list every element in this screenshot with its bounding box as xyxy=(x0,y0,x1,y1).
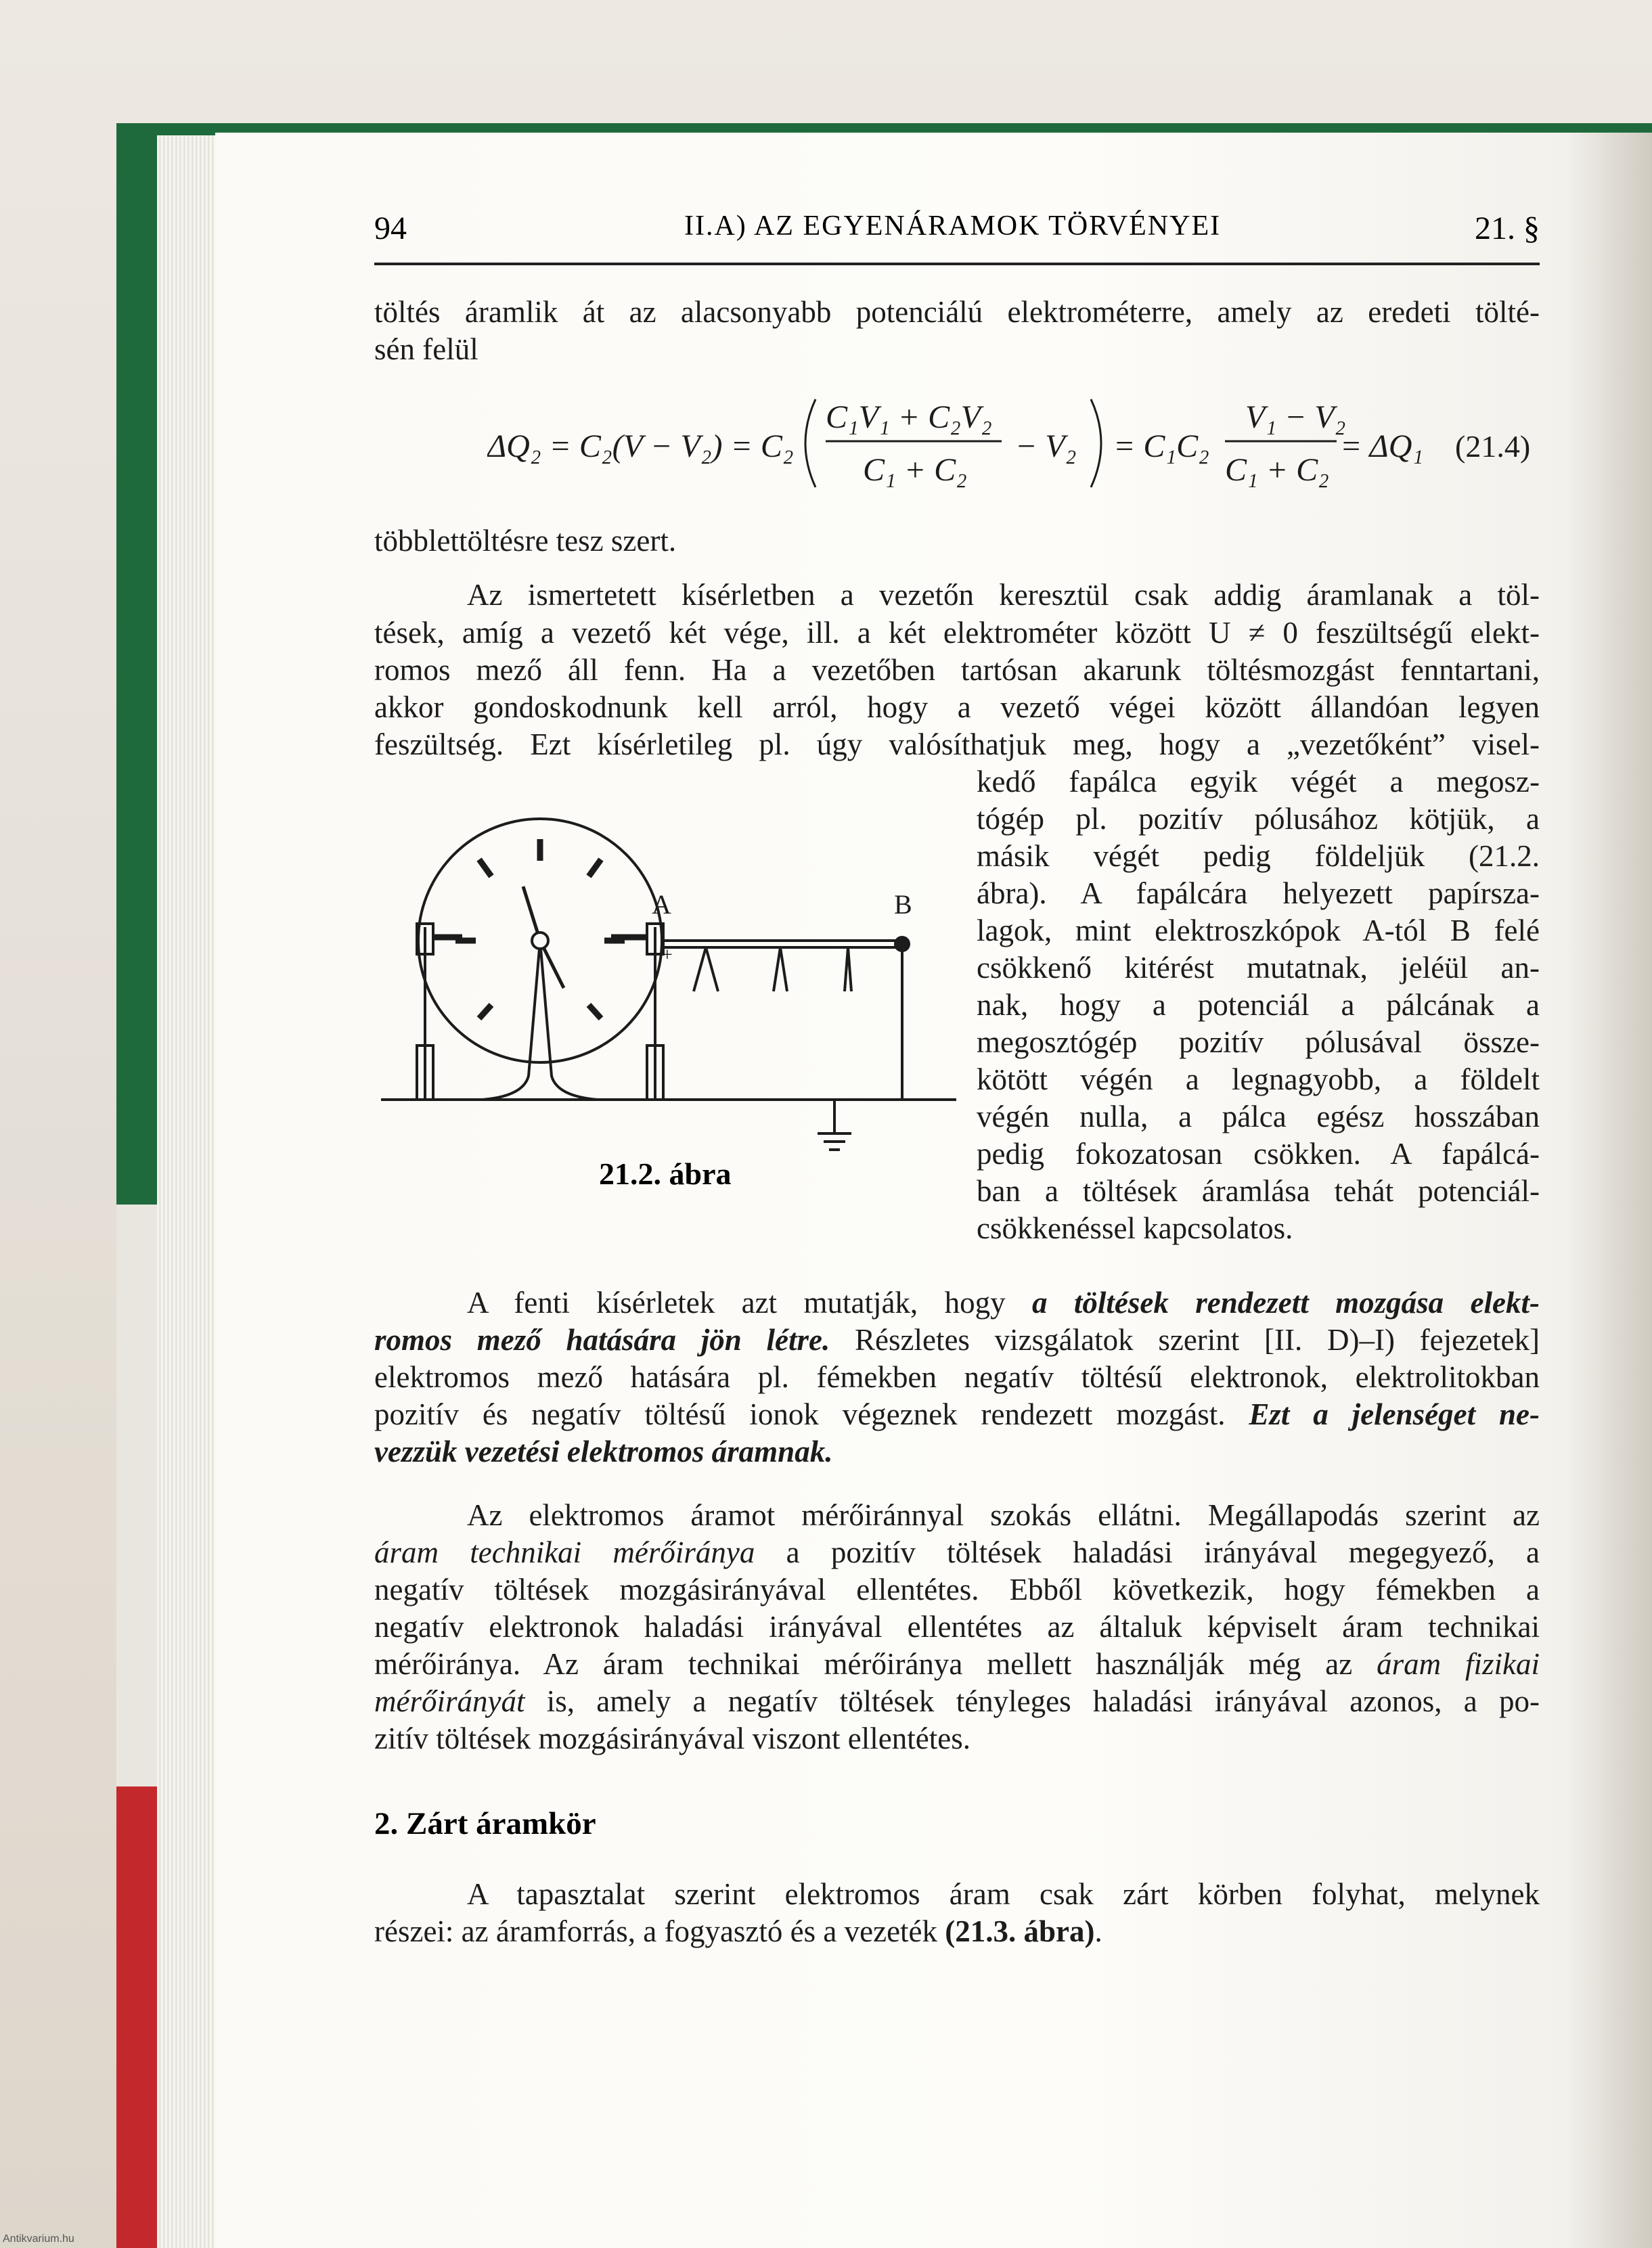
intro-line: töltés áramlik át az alacsonyabb potenciálú elektrométerre, amely az eredeti tölté- xyxy=(374,295,1540,329)
figure-caption: 21.2. ábra xyxy=(599,1156,732,1191)
label-b: B xyxy=(894,889,912,920)
paragraph-line: feszültség. Ezt kísérletileg pl. úgy valósíthatjuk meg, hogy a „vezetőként” visel- xyxy=(374,727,1540,761)
page-stack-edges xyxy=(157,135,225,2248)
paragraph-line: elektromos mező hatására pl. fémekben negatív töltésű elektronok, elektrolitokban xyxy=(374,1360,1540,1394)
side-line: csökkenéssel kapcsolatos. xyxy=(977,1211,1293,1245)
paragraph-line xyxy=(374,1913,1102,1950)
emphasis-run: romos mező hatására jön létre. xyxy=(374,1323,830,1357)
italic-run: áram fizikai xyxy=(1377,1647,1540,1681)
side-line: lagok, mint elektroszkópok A-tól B felé xyxy=(977,914,1540,947)
text-run: részei: az áramforrás, a fogyasztó és a vezeték xyxy=(374,1914,945,1948)
equation-rhs: = ΔQ₁ xyxy=(1340,428,1424,464)
after-formula: többlettöltésre tesz szert. xyxy=(374,524,677,558)
side-line: kedő fapálca egyik végét a megosz- xyxy=(977,765,1540,799)
paragraph-line xyxy=(374,1322,1540,1359)
running-header xyxy=(374,203,1540,257)
paragraph-line xyxy=(374,1396,1540,1433)
side-line: nak, hogy a potenciál a pálcának a xyxy=(977,988,1540,1022)
equation-lhs: ΔQ₂ = C₂(V − V₂) = C₂ xyxy=(487,428,794,464)
page-number: 94 xyxy=(374,210,407,246)
section-heading: 2. Zárt áramkör xyxy=(374,1806,596,1841)
text-run: . xyxy=(1094,1914,1102,1948)
text-run: mérőiránya. Az áram technikai mérőiránya mellett használják még az xyxy=(374,1647,1377,1681)
paragraph-line xyxy=(374,1534,1540,1571)
text-run: A fenti kísérletek azt mutatják, hogy xyxy=(467,1286,1032,1320)
emphasis-run: a töltések rendezett mozgása elekt- xyxy=(1031,1286,1540,1320)
section-mark: 21. § xyxy=(1475,210,1540,246)
paragraph-line: A tapasztalat szerint elektromos áram csak zárt körben folyhat, melynek xyxy=(467,1877,1540,1911)
fraction-denominator: C₁ + C₂ xyxy=(1225,452,1329,488)
side-line: ban a töltések áramlása tehát potenciál- xyxy=(977,1174,1540,1208)
fraction-denominator: C₁ + C₂ xyxy=(863,452,967,488)
paragraph-line: romos mező áll fenn. Ha a vezetőben tartósan akarunk töltésmozgást fenntartani, xyxy=(374,653,1540,687)
side-line: végén nulla, a pálca egész hosszában xyxy=(977,1100,1540,1133)
side-line: kötött végén a legnagyobb, a földelt xyxy=(977,1062,1540,1096)
paragraph-line xyxy=(374,1683,1540,1720)
text-run: Részletes vizsgálatok szerint [II. D)–I) fejezetek] xyxy=(830,1323,1540,1357)
paragraph-line: zitív töltések mozgásirányával viszont ellentétes. xyxy=(374,1722,970,1755)
text-run: pozitív és negatív töltésű ionok végeznek rendezett mozgást. xyxy=(374,1397,1249,1431)
label-plus: + xyxy=(662,945,673,966)
side-line: pedig fokozatosan csökken. A fapálcá- xyxy=(977,1137,1540,1171)
paragraph-line: tések, amíg a vezető két vége, ill. a két elektrométer között U ≠ 0 feszültségű elekt- xyxy=(374,616,1540,650)
intro-line: sén felül xyxy=(374,332,478,366)
header-rule xyxy=(374,263,1540,265)
italic-run: mérőirányát xyxy=(374,1684,525,1718)
paragraph-line: negatív töltések mozgásirányával ellentétes. Ebből következik, hogy fémekben a xyxy=(374,1573,1540,1606)
side-line: csökkenő kitérést mutatnak, jeléül an- xyxy=(977,951,1540,985)
side-line: másik végét pedig földeljük (21.2. xyxy=(977,839,1540,873)
chapter-title: II.A) AZ EGYENÁRAMOK TÖRVÉNYEI xyxy=(684,210,1222,242)
emphasis-run: Ezt a jelenséget ne- xyxy=(1249,1397,1540,1431)
paragraph-line: akkor gondoskodnunk kell arról, hogy a vezető végei között állandóan legyen xyxy=(374,690,1540,724)
equals-c1c2: = C₁C₂ xyxy=(1113,428,1209,464)
paragraph-line: vezzük vezetési elektromos áramnak. xyxy=(374,1435,833,1468)
fraction-numerator: C₁V₁ + C₂V₂ xyxy=(826,399,992,435)
paragraph-line xyxy=(467,1284,1540,1322)
label-a: A xyxy=(652,889,671,920)
text-run: is, amely a negatív töltések tényleges haladási irányával azonos, a po- xyxy=(524,1684,1540,1718)
text-run: a pozitív töltések haladási irányával megegyező, a xyxy=(755,1535,1540,1569)
watermark: Antikvarium.hu xyxy=(3,2233,74,2245)
paragraph-line xyxy=(374,1646,1540,1683)
side-line: megosztógép pozitív pólusával össze- xyxy=(977,1025,1540,1059)
equation-number: (21.4) xyxy=(1455,429,1531,464)
paragraph-line: negatív elektronok haladási irányával ellentétes az általuk képviselt áram technikai xyxy=(374,1610,1540,1644)
paragraph-line: Az elektromos áramot mérőiránnyal szokás ellátni. Megállapodás szerint az xyxy=(467,1498,1540,1532)
italic-run: áram technikai mérőiránya xyxy=(374,1535,755,1569)
fraction-numerator: V₁ − V₂ xyxy=(1245,399,1346,435)
figure-21-2 xyxy=(374,812,956,1164)
side-line: ábra). A fapálcára helyezett papírsza- xyxy=(977,876,1540,910)
equation-21-4 xyxy=(487,386,1543,501)
side-line: tógép pl. pozitív pólusához kötjük, a xyxy=(977,802,1540,836)
paragraph-line: Az ismertetett kísérletben a vezetőn keresztül csak addig áramlanak a töl- xyxy=(467,578,1540,612)
minus-v2: − V₂ xyxy=(1015,428,1077,464)
figure-reference: (21.3. ábra) xyxy=(945,1914,1095,1948)
